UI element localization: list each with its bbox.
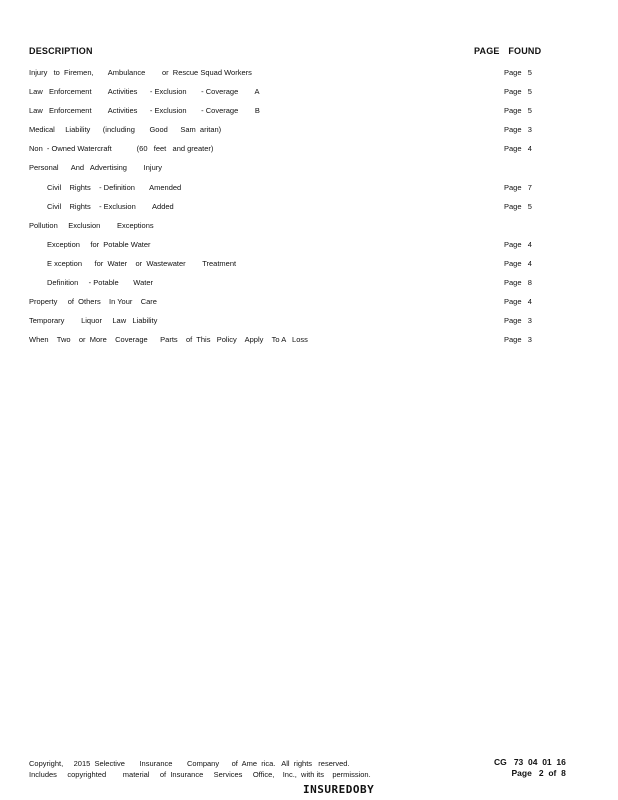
entry-page: Page 4	[504, 258, 532, 268]
copyright-line-1: Copyright, 2015 Selective Insurance Company of Ame rica. All rights reserved.	[29, 759, 350, 768]
index-subentry	[29, 277, 549, 296]
page-indicator: Page 2 of 8	[511, 768, 566, 778]
entry-description: Injury to Firemen, Ambulance or Rescue Squad Workers	[29, 68, 252, 77]
entry-page: Page 3	[504, 335, 532, 345]
entry-page: Page 7	[504, 182, 532, 192]
copyright-notice	[29, 758, 371, 780]
index-subentry	[29, 201, 549, 220]
entry-description: Temporary Liquor Law Liability	[29, 316, 158, 326]
entry-description: Law Enforcement Activities - Exclusion - Coverage B	[29, 106, 260, 116]
form-info	[494, 757, 566, 779]
index-entry	[29, 67, 549, 86]
entry-description: Property of Others In Your Care	[29, 297, 157, 307]
index-subentry	[29, 239, 549, 258]
entry-description: Personal And Advertising Injury	[29, 163, 162, 173]
entry-description: When Two or More Coverage Parts of This Policy Apply To A Loss	[29, 335, 308, 345]
index-subentry	[29, 182, 549, 201]
entry-description: Medical Liability (including Good Sam aritan)	[29, 125, 222, 135]
index-entry	[29, 220, 549, 239]
index-entry	[29, 86, 549, 105]
entry-page: Page 3	[504, 316, 532, 326]
index-entries	[29, 67, 549, 353]
entry-page: Page 4	[504, 239, 532, 249]
index-subentry	[29, 258, 549, 277]
entry-description: Civil Rights - Exclusion Added	[47, 201, 174, 211]
copyright-line-2: Includes copyrighted material of Insurance Services Office, Inc., with its permission.	[29, 770, 371, 779]
entry-page: Page 4	[504, 297, 532, 307]
index-entry	[29, 105, 549, 124]
entry-description: E xception for Water or Wastewater Treatment	[47, 258, 237, 268]
entry-description: Non - Owned Watercraft (60 feet and greater)	[29, 144, 214, 154]
index-entry	[29, 334, 549, 353]
entry-page: Page 8	[504, 278, 532, 288]
index-entry	[29, 162, 549, 181]
entry-page: Page 5	[504, 68, 532, 77]
entry-page: Page 3	[504, 125, 532, 135]
index-entry	[29, 124, 549, 143]
brand-watermark: INSUREDOBY	[303, 783, 375, 796]
entry-description: Definition - Potable Water	[47, 278, 154, 288]
index-entry	[29, 296, 549, 315]
entry-page: Page 5	[504, 201, 532, 211]
entry-description: Pollution Exclusion Exceptions	[29, 220, 154, 230]
entry-page: Page 4	[504, 144, 532, 154]
page-found-column-header: PAGE FOUND	[474, 46, 542, 56]
entry-description: Civil Rights - Definition Amended	[47, 182, 182, 192]
description-column-header: DESCRIPTION	[29, 46, 93, 56]
index-entry	[29, 315, 549, 334]
form-number: CG 73 04 01 16	[494, 757, 566, 767]
entry-description: Law Enforcement Activities - Exclusion - Coverage A	[29, 87, 260, 97]
entry-page: Page 5	[504, 106, 532, 116]
entry-description: Exception for Potable Water	[47, 239, 151, 249]
index-entry	[29, 143, 549, 162]
entry-page: Page 5	[504, 87, 532, 97]
